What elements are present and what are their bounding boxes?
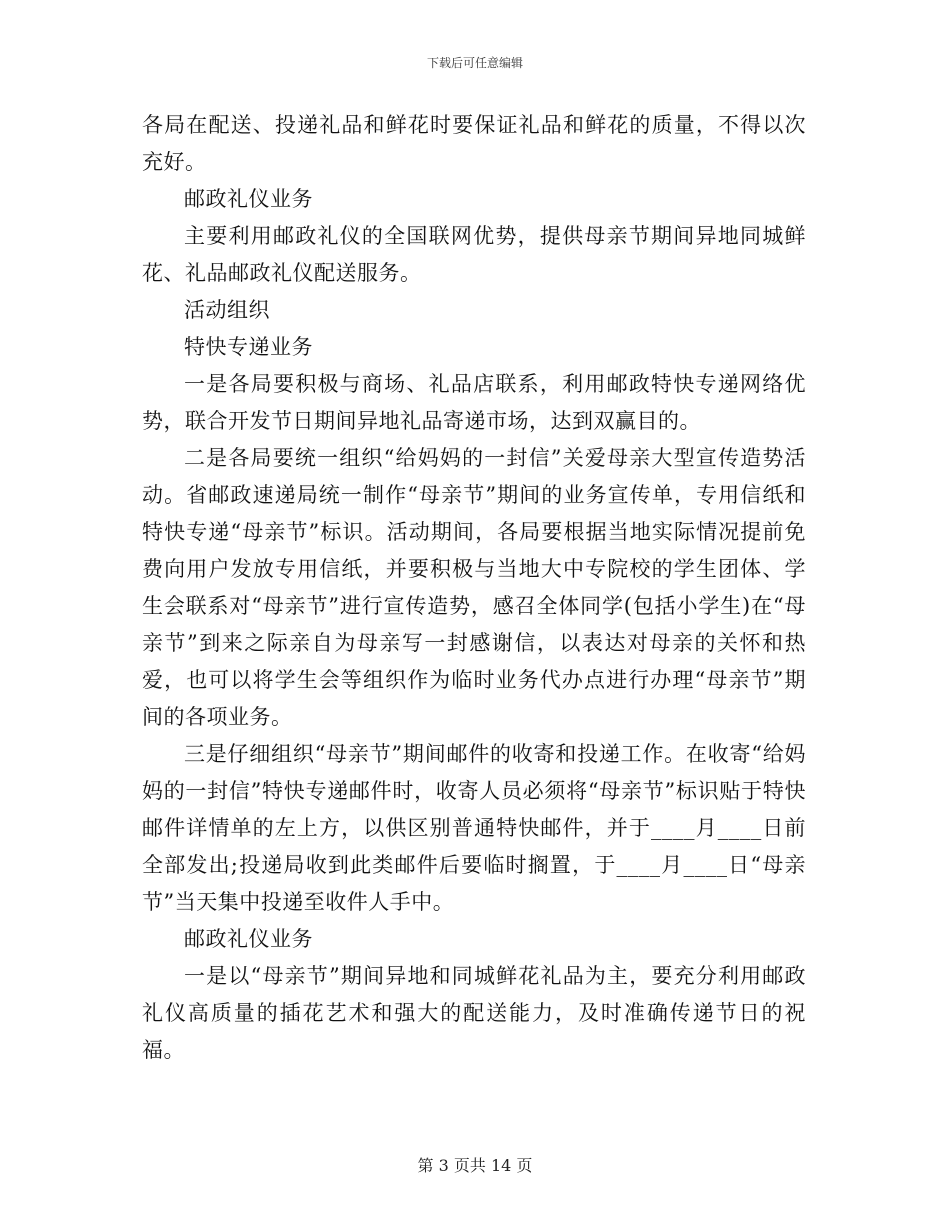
paragraph-express-first: 一是各局要积极与商场、礼品店联系，利用邮政特快专递网络优势，联合开发节日期间异地礼品寄递市场，达到双赢目的。 <box>142 372 806 433</box>
paragraph-continuation: 各局在配送、投递礼品和鲜花时要保证礼品和鲜花的质量，不得以次充好。 <box>142 113 806 174</box>
paragraph-ceremony-first: 一是以“母亲节”期间异地和同城鲜花礼品为主，要充分利用邮政礼仪高质量的插花艺术和强大的配送能力，及时准确传递节日的祝福。 <box>142 964 806 1062</box>
page-number-footer: 第 3 页共 14 页 <box>417 1156 533 1175</box>
section-heading-express-delivery: 特快专递业务 <box>184 335 313 359</box>
page-header-note: 下载后可任意编辑 <box>426 56 523 70</box>
paragraph-express-third: 三是仔细组织“母亲节”期间邮件的收寄和投递工作。在收寄“给妈妈的一封信”特快专递邮件时，收寄人员必须将“母亲节”标识贴于特快邮件详情单的左上方，以供区别普通特快邮件，并于____月____日前全部发出;投递局收到此类邮件后要临时搁置，于____月____日“母亲节”当天集中投递至收件人手中。 <box>142 742 806 914</box>
section-heading-postal-ceremony: 邮政礼仪业务 <box>184 187 313 211</box>
document-body <box>142 107 806 1069</box>
paragraph-express-second: 二是各局要统一组织“给妈妈的一封信”关爱母亲大型宣传造势活动。省邮政速递局统一制作“母亲节”期间的业务宣传单，专用信纸和特快专递“母亲节”标识。活动期间，各局要根据当地实际情况提前免费向用户发放专用信纸，并要积极与当地大中专院校的学生团体、学生会联系对“母亲节”进行宣传造势，感召全体同学(包括小学生)在“母亲节”到来之际亲自为母亲写一封感谢信，以表达对母亲的关怀和热爱，也可以将学生会等组织作为临时业务代办点进行办理“母亲节”期间的各项业务。 <box>142 446 806 729</box>
section-heading-postal-ceremony-2: 邮政礼仪业务 <box>184 927 313 951</box>
paragraph-postal-ceremony-intro: 主要利用邮政礼仪的全国联网优势，提供母亲节期间异地同城鲜花、礼品邮政礼仪配送服务。 <box>142 224 806 285</box>
section-heading-activity-organization: 活动组织 <box>184 298 270 322</box>
